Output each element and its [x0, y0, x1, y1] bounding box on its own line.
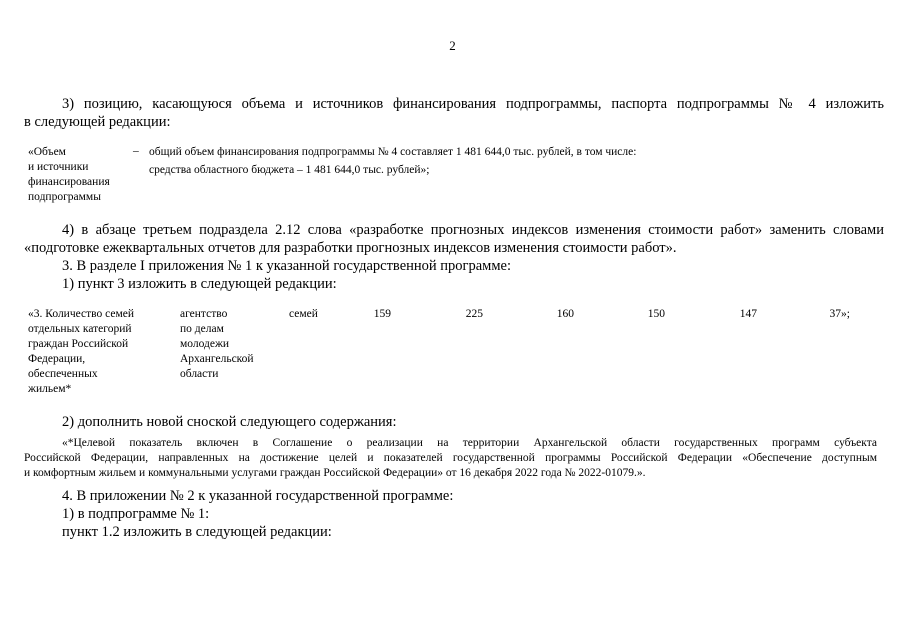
paragraph-line: «подготовке ежеквартальных отчетов для разработки прогнозных индексов изменения стоимости работ». — [24, 240, 677, 256]
paragraph-line: в следующей редакции: — [24, 114, 171, 130]
indicator-agency-line: молодежи — [180, 338, 230, 350]
footnote-line: Российской Федерации, направленных на достижение целей и показателей государственной программы Российской Федерации «Обеспечение доступным — [24, 452, 877, 464]
indicator-agency-line: по делам — [180, 323, 224, 335]
financing-label-line: «Объем — [28, 146, 66, 158]
paragraph-item-1-2: пункт 1.2 изложить в следующей редакции: — [62, 524, 332, 540]
indicator-value: 160 — [556, 308, 574, 320]
footnote-line: «*Целевой показатель включен в Соглашение о реализации на территории Архангельской области государственных программ субъекта — [62, 437, 877, 449]
indicator-name-line: отдельных категорий — [28, 323, 132, 335]
financing-budget-line: средства областного бюджета – 1 481 644,0 тыс. рублей»; — [149, 164, 430, 176]
indicator-agency-line: агентство — [180, 308, 228, 320]
indicator-value: 37»; — [829, 308, 850, 320]
financing-label-line: подпрограммы — [28, 191, 101, 203]
paragraph-appendix-2: 4. В приложении № 2 к указанной государственной программе: — [62, 488, 454, 504]
financing-label — [28, 145, 128, 205]
indicator-value: 150 — [647, 308, 665, 320]
indicator-name — [28, 307, 163, 397]
paragraph-subprogram-position — [24, 95, 884, 131]
financing-label-line: и источники — [28, 161, 89, 173]
paragraph-line: 3) позицию, касающуюся объема и источников финансирования подпрограммы, паспорта подпрограммы № 4 изложить — [62, 96, 884, 112]
indicator-value: 225 — [465, 308, 483, 320]
indicator-name-line: жильем* — [28, 383, 72, 395]
indicator-agency-line: Архангельской — [180, 353, 254, 365]
footnote-text — [24, 436, 877, 481]
page-number: 2 — [449, 38, 456, 53]
indicator-agency-line: области — [180, 368, 219, 380]
indicator-unit: семей — [289, 308, 318, 320]
financing-total-line: общий объем финансирования подпрограммы № 4 составляет 1 481 644,0 тыс. рублей, в том числе: — [149, 146, 637, 158]
indicator-name-line: «3. Количество семей — [28, 308, 135, 320]
footnote-line: и комфортным жильем и коммунальными услугами граждан Российской Федерации» от 16 декабря 2022 года № 2022-01079.». — [24, 467, 646, 479]
paragraph-replace-words — [24, 221, 884, 257]
paragraph-section-heading: 3. В разделе I приложения № 1 к указанной государственной программе: — [62, 258, 511, 274]
indicator-agency — [180, 307, 275, 382]
indicator-value: 159 — [373, 308, 391, 320]
financing-label-line: финансирования — [28, 176, 110, 188]
financing-dash: – — [133, 145, 139, 157]
indicator-value: 147 — [739, 308, 757, 320]
paragraph-line: 4) в абзаце третьем подраздела 2.12 слова «разработке прогнозных индексов изменения стоимости работ» заменить словами — [62, 222, 884, 238]
paragraph-item-3: 1) пункт 3 изложить в следующей редакции: — [62, 276, 337, 292]
indicator-name-line: граждан Российской — [28, 338, 129, 350]
indicator-name-line: обеспеченных — [28, 368, 98, 380]
indicator-name-line: Федерации, — [28, 353, 86, 365]
paragraph-subprogram-1: 1) в подпрограмме № 1: — [62, 506, 210, 522]
paragraph-add-footnote: 2) дополнить новой сноской следующего содержания: — [62, 414, 397, 430]
